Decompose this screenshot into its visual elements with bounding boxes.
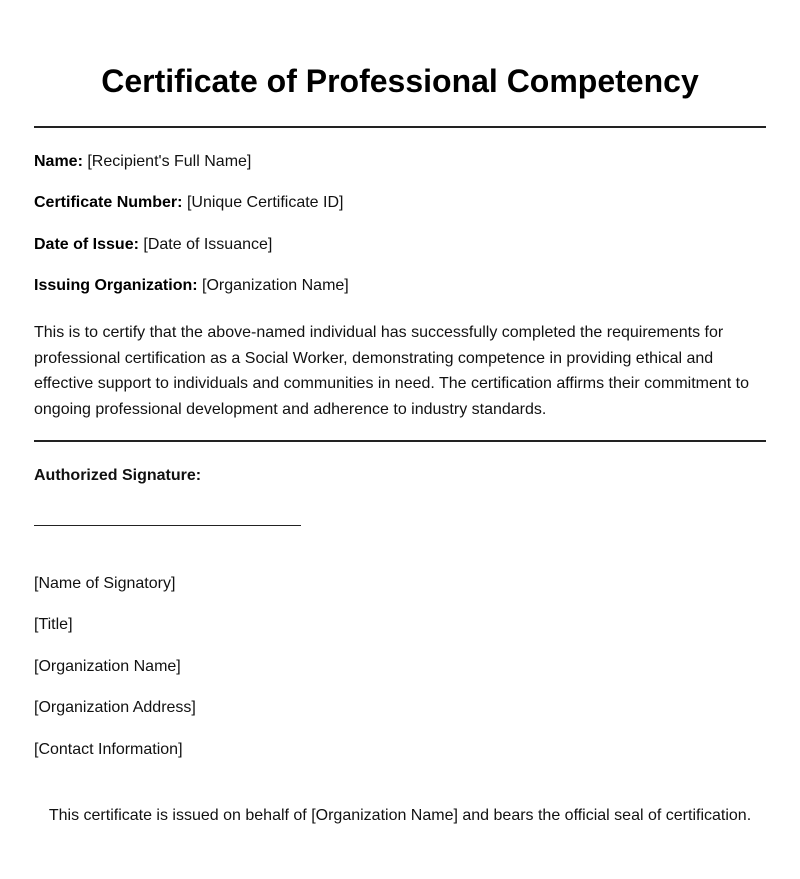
field-issuing-organization <box>34 276 349 296</box>
field-certificate-number <box>34 193 343 213</box>
signature-line <box>34 525 301 526</box>
certificate-footer: This certificate is issued on behalf of [Organization Name] and bears the official seal of certification. <box>48 807 752 824</box>
field-certificate-number-label: Certificate Number: <box>34 194 183 211</box>
signature-heading: Authorized Signature: <box>34 467 202 484</box>
field-name <box>34 152 251 172</box>
field-date-of-issue-value: [Date of Issuance] <box>143 236 273 253</box>
field-issuing-organization-label: Issuing Organization: <box>34 277 198 294</box>
signatory-organization-name: [Organization Name] <box>34 658 181 675</box>
signatory-name: [Name of Signatory] <box>34 575 176 592</box>
top-divider <box>34 126 766 128</box>
certification-statement: This is to certify that the above-named individual has successfully completed the requirements for professional certification as a Social Worker, demonstrating competence in providing ethical and effective support to individuals and communities in need. The certification affirms their commitment to ongoing professional development and adherence to industry standards. <box>34 324 750 419</box>
signatory-organization-address: [Organization Address] <box>34 699 196 716</box>
certificate-title: Certificate of Professional Competency <box>101 63 699 99</box>
signatory-title: [Title] <box>34 616 73 633</box>
field-name-label: Name: <box>34 153 83 170</box>
field-name-value: [Recipient's Full Name] <box>87 153 252 170</box>
field-date-of-issue-label: Date of Issue: <box>34 236 139 253</box>
field-issuing-organization-value: [Organization Name] <box>202 277 349 294</box>
field-certificate-number-value: [Unique Certificate ID] <box>186 194 344 211</box>
field-date-of-issue <box>34 235 272 255</box>
middle-divider <box>34 440 766 442</box>
signatory-contact-information: [Contact Information] <box>34 741 183 758</box>
